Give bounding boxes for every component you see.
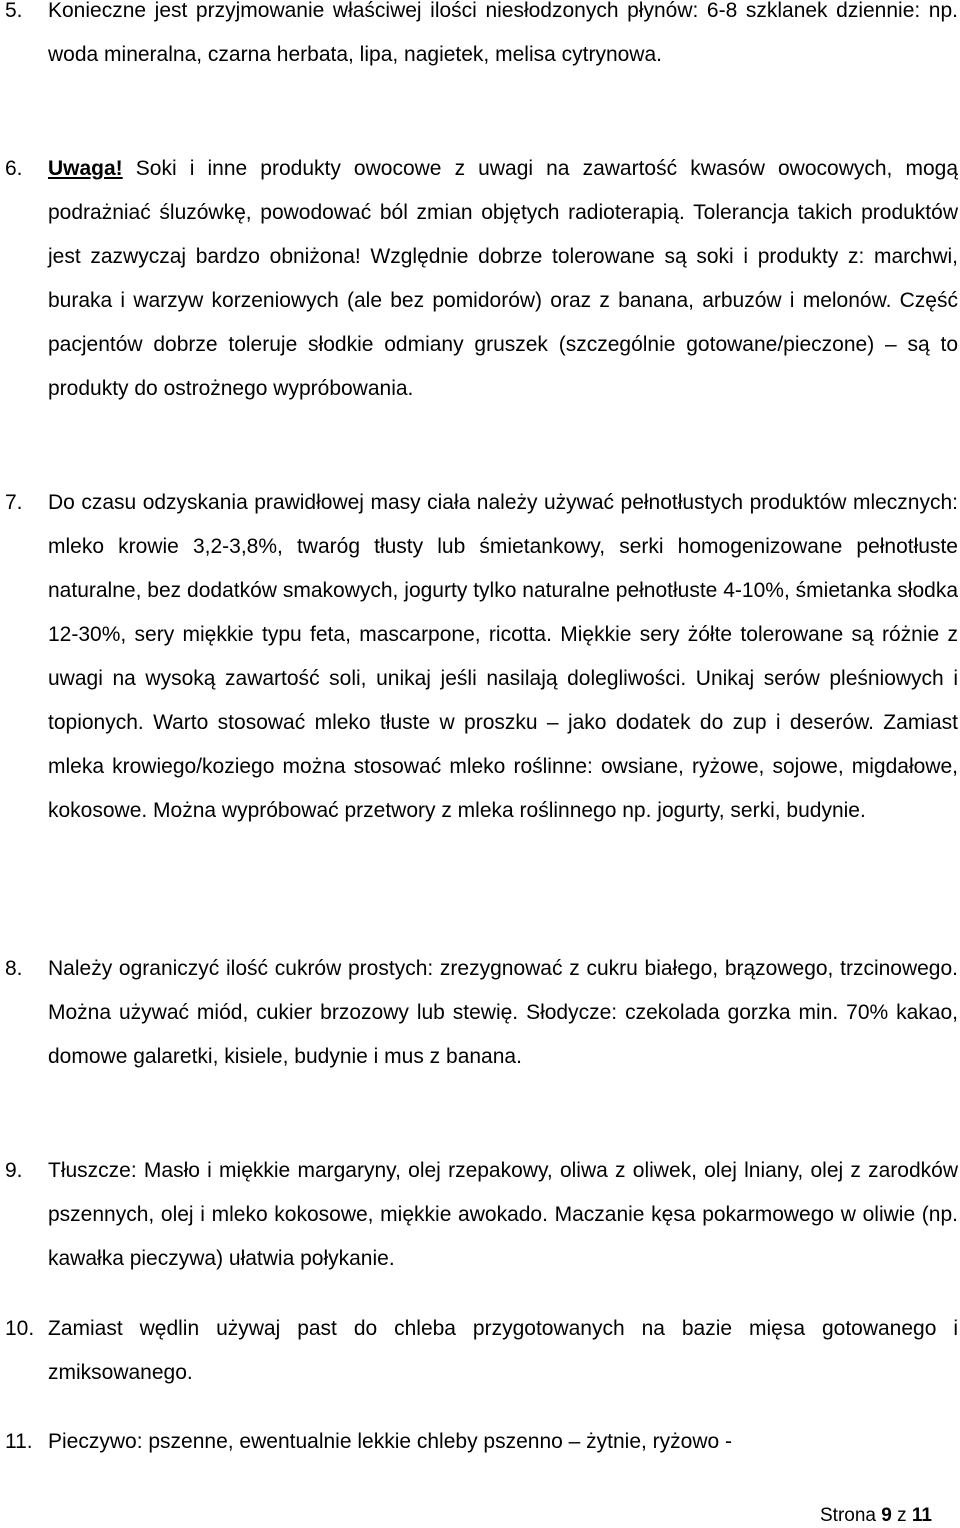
item-number: 8.	[5, 957, 23, 980]
item-text: Zamiast wędlin używaj past do chleba przygotowanych na bazie mięsa gotowanego i zmiksowanego.	[48, 1317, 958, 1384]
item-text-block	[48, 147, 958, 411]
item-text: Do czasu odzyskania prawidłowej masy ciała należy używać pełnotłustych produktów mlecznych: mleko krowie 3,2-3,8%, twaróg tłusty lub śmietankowy, serki homogenizowane pełnotłuste naturalne, bez dodatków smakowych, jogurty tylko naturalne pełnotłuste 4-10%, śmietanka słodka 12-30%, sery miękkie typu feta, mascarpone, ricotta. Miękkie sery żółte tolerowane są różnie z uwagi na wysoką zawartość soli, unikaj jeśli nasilają dolegliwości. Unikaj serów pleśniowych i topionych. Warto stosować mleko tłuste w proszku – jako dodatek do zup i deserów. Zamiast mleka krowiego/koziego można stosować mleko roślinne: owsiane, ryżowe, sojowe, migdałowe, kokosowe. Można wypróbować przetwory z mleka roślinnego np. jogurty, serki, budynie.	[48, 491, 958, 822]
item-text: Tłuszcze: Masło i miękkie margaryny, olej rzepakowy, oliwa z oliwek, olej lniany, olej z zarodków pszennych, olej i mleko kokosowe, miękkie awokado. Maczanie kęsa pokarmowego w oliwie (np. kawałka pieczywa) ułatwia połykanie.	[48, 1159, 958, 1270]
item-text: Soki i inne produkty owocowe z uwagi na zawartość kwasów owocowych, mogą podrażniać śluzówkę, powodować ból zmian objętych radioterapią. Tolerancja takich produktów jest zazwyczaj bardzo obniżona! Względnie dobrze tolerowane są soki i produkty z: marchwi, buraka i warzyw korzeniowych (ale bez pomidorów) oraz z banana, arbuzów i melonów. Część pacjentów dobrze toleruje słodkie odmiany gruszek (szczególnie gotowane/pieczone) – są to produkty do ostrożnego wypróbowania.	[48, 157, 958, 400]
item-text: Konieczne jest przyjmowanie właściwej ilości niesłodzonych płynów: 6-8 szklanek dziennie: np. woda mineralna, czarna herbata, lipa, nagietek, melisa cytrynowa.	[48, 0, 958, 66]
footer-separator: z	[897, 1505, 907, 1526]
item-number: 6.	[5, 157, 23, 180]
page-footer	[820, 1505, 932, 1527]
item-number: 10.	[5, 1317, 35, 1340]
item-text: Pieczywo: pszenne, ewentualnie lekkie chleby pszenno – żytnie, ryżowo -	[48, 1430, 733, 1453]
item-number: 11.	[5, 1430, 33, 1453]
footer-total-pages: 11	[911, 1505, 932, 1526]
footer-page-number: 9	[881, 1505, 892, 1526]
footer-label: Strona	[820, 1505, 876, 1526]
item-number: 5.	[5, 0, 23, 22]
item-number: 9.	[5, 1159, 23, 1182]
item-text: Należy ograniczyć ilość cukrów prostych: zrezygnować z cukru białego, brązowego, trzcinowego. Można używać miód, cukier brzozowy lub stewię. Słodycze: czekolada gorzka min. 70% kakao, domowe galaretki, kisiele, budynie i mus z banana.	[48, 957, 958, 1068]
warning-label: Uwaga!	[48, 157, 123, 180]
item-number: 7.	[5, 491, 23, 514]
